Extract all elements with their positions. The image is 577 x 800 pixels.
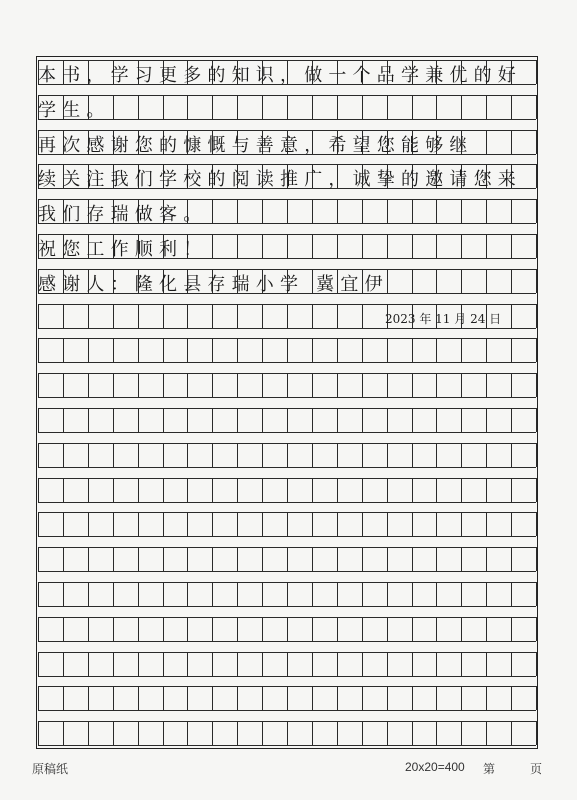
footer-page-suffix: 页 [530,762,543,776]
text-line-6: 祝您工作顺利！ [38,239,208,260]
text-line-5: 我们存瑞做客。 [38,204,208,226]
text-line-2: 学生。 [38,99,111,121]
footer-grid-count: 20x20=400 [405,760,465,774]
date-line: 2023 年 11 月 24 日 [385,311,502,326]
grid-frame [36,56,538,749]
text-line-7: 感谢人：隆化县存瑞小学 冀宜伊 [38,273,389,295]
text-line-4: 续关注我们学校的阅读推广，诚挚的邀请您来 [38,169,522,191]
text-line-3: 再次感谢您的慷慨与善意，希望您能够继 [38,134,474,156]
footer-paper-label: 原稿纸 [32,762,69,776]
footer-page-prefix: 第 [483,762,496,776]
text-line-1: 本书，学习更多的知识，做一个品学兼优的好 [38,65,522,86]
